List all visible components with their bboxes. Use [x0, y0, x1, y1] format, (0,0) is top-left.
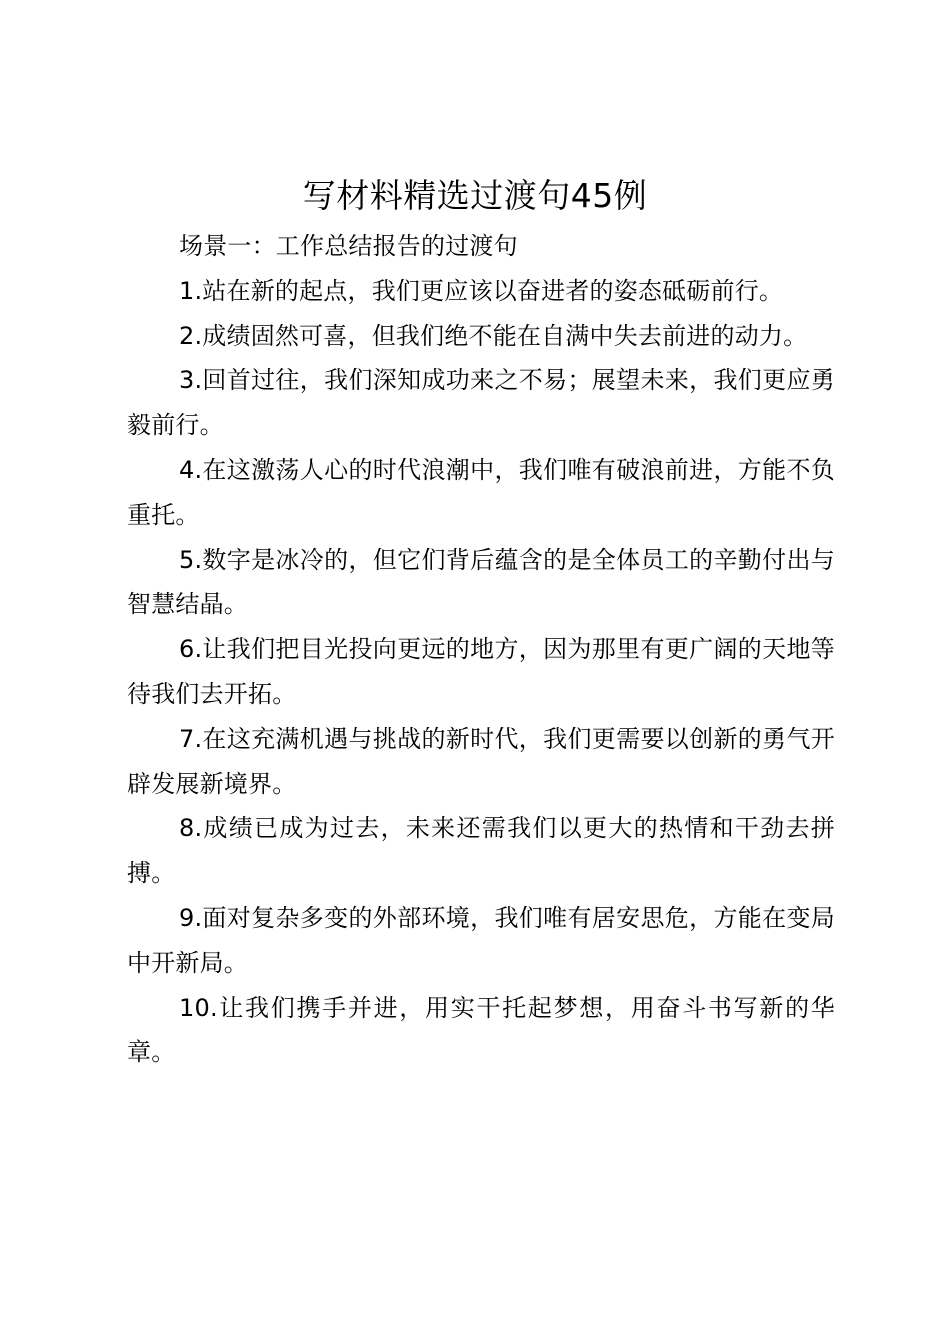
- transition-sentence-9: 9.面对复杂多变的外部环境，我们唯有居安思危，方能在变局中开新局。: [127, 903, 835, 977]
- transition-sentence-8: 8.成绩已成为过去，未来还需我们以更大的热情和干劲去拼搏。: [127, 814, 835, 888]
- transition-sentence-6: 6.让我们把目光投向更远的地方，因为那里有更广阔的天地等待我们去开拓。: [127, 635, 835, 708]
- transition-sentence-7: 7.在这充满机遇与挑战的新时代，我们更需要以创新的勇气开辟发展新境界。: [127, 724, 835, 798]
- transition-sentence-5: 5.数字是冰冷的，但它们背后蕴含的是全体员工的辛勤付出与智慧结晶。: [127, 545, 835, 619]
- transition-sentence-3: 3.回首过往，我们深知成功来之不易；展望未来，我们更应勇毅前行。: [127, 366, 835, 440]
- transition-sentence-2: 2.成绩固然可喜，但我们绝不能在自满中失去前进的动力。: [179, 321, 808, 350]
- document-body: [127, 224, 835, 1075]
- transition-sentence-1: 1.站在新的起点，我们更应该以奋进者的姿态砥砺前行。: [179, 276, 784, 305]
- transition-sentence-10: 10.让我们携手并进，用实干托起梦想，用奋斗书写新的华章。: [127, 993, 835, 1067]
- section-heading: 场景一：工作总结报告的过渡句: [179, 232, 518, 260]
- document-title: 写材料精选过渡句45例: [302, 176, 648, 215]
- transition-sentence-4: 4.在这激荡人心的时代浪潮中，我们唯有破浪前进，方能不负重托。: [127, 455, 835, 529]
